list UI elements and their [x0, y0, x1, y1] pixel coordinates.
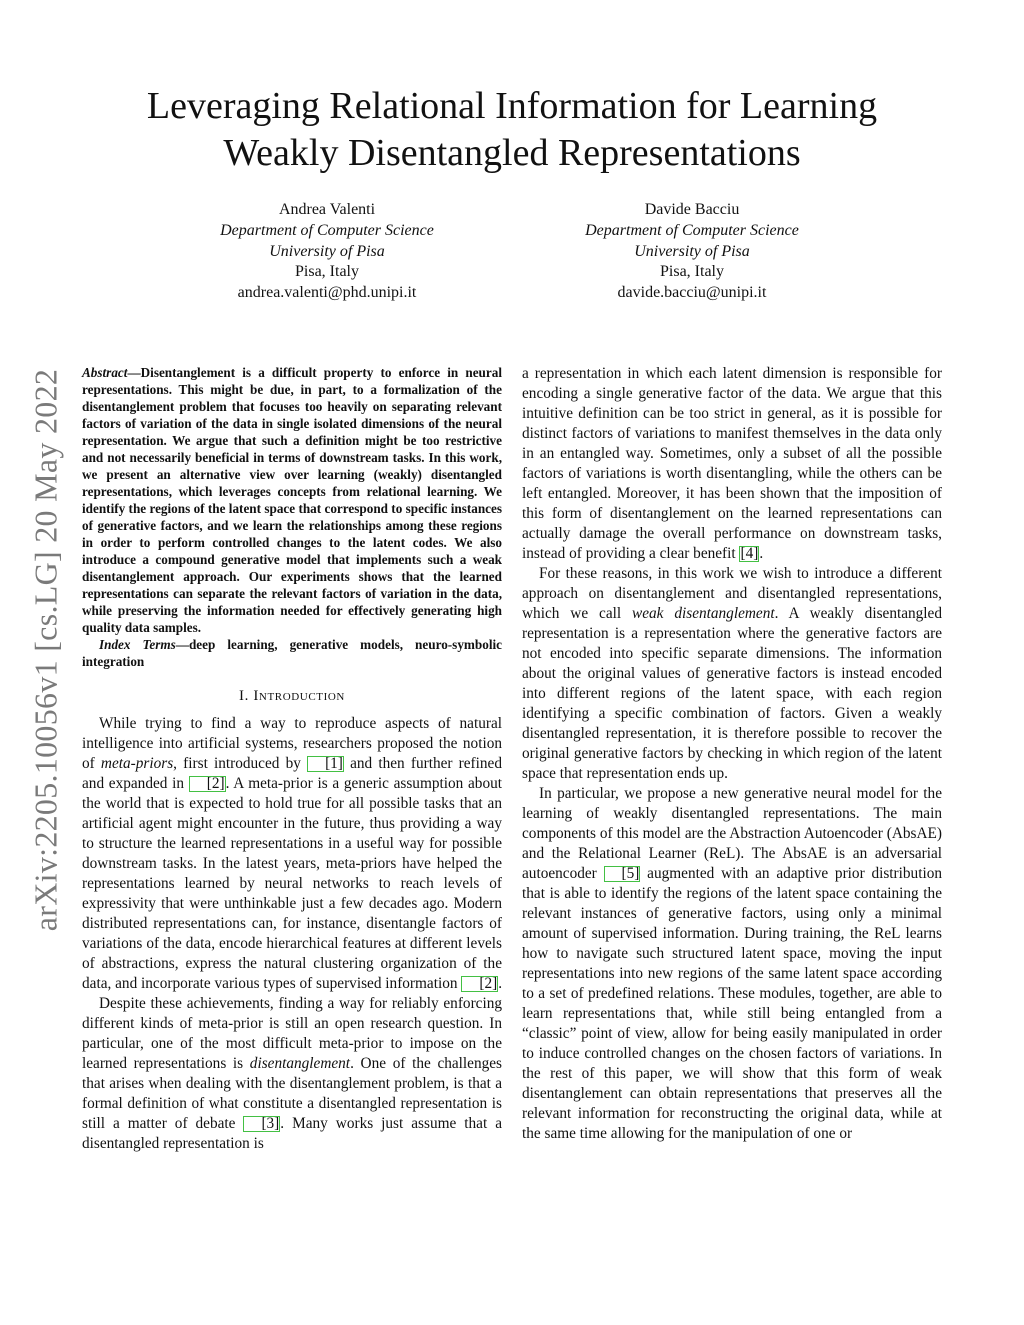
text-run: While trying to find a way to reproduce aspects of natural intelligence into artificial systems, researchers proposed the notion of: [82, 715, 502, 772]
index-terms: [82, 636, 502, 670]
emphasis: disentanglement: [249, 1055, 351, 1072]
author-department: Department of Computer Science: [220, 221, 434, 239]
section-heading: I. Introduction: [239, 688, 345, 704]
index-terms-text: —deep learning, generative models, neuro-symbolic integration: [82, 637, 503, 669]
author-name: Davide Bacciu: [644, 201, 740, 218]
citation-link[interactable]: [2]: [461, 976, 498, 992]
text-run: . A weakly disentangled representation is a representation where the generative factors are not encoded into specific separate dimensions. The information about the original values of generative factors is instead encoded into different regions of the latent space, with each region identifying a specific combination of factors. Given a weakly disentangled representation, it is therefore possible to recover the original generative factors by checking in which region of the latent space that representation ends up.: [522, 605, 942, 782]
author-block-1: [147, 200, 507, 304]
text-run: Despite these achievements, finding a way for reliably enforcing different kinds of meta-prior is still an open research question. In particular, one of the most difficult meta-prior to impose on the learned representations is: [82, 995, 502, 1072]
emphasis: meta-priors: [100, 755, 174, 772]
index-terms-lead: Index Terms: [99, 637, 176, 652]
author-name: Andrea Valenti: [278, 201, 376, 218]
text-run: a representation in which each latent dimension is responsible for encoding a single generative factor of the data. We argue that this intuitive definition can be too strict in general, as it is possible for distinct factors of variations to manifest themselves in the data only in an entangled way. Sometimes, only a subset of all the possible factors of variations is worth disentangling, while the others can be left entangled. Moreover, it has been shown that the imposition of this form of disentanglement on the learned representations can actually damage the overall performance on downstream tasks, instead of providing a clear benefit: [522, 365, 942, 562]
author-location: Pisa, Italy: [660, 263, 724, 281]
arxiv-id: arXiv:2205.10056v1 [cs.LG] 20 May 2022: [27, 368, 64, 932]
title-line-1: Leveraging Relational Information for Learning: [146, 85, 878, 127]
text-run: and then further refined and expanded in: [82, 755, 502, 792]
text-run: In particular, we propose a new generative neural model for the learning of weakly disentangled representations. The main components of this model are the Abstraction Autoencoder (AbsAE) and the Relational Learner (ReL). The AbsAE is an adversarial autoencoder: [522, 785, 942, 882]
text-run: . One of the challenges that arises when dealing with the disentanglement problem, is that a formal definition of what constitute a disentangled representation is still a matter of debate: [82, 1055, 503, 1132]
author-email: davide.bacciu@unipi.it: [617, 284, 767, 302]
text-run: , first introduced by: [173, 755, 308, 772]
author-email: andrea.valenti@phd.unipi.it: [237, 284, 417, 302]
left-column: [82, 364, 502, 1154]
text-run: . Many works just assume that a disentangled representation is: [82, 1115, 502, 1152]
text-run: augmented with an adaptive prior distribution that is able to identify the regions of the latent space containing the relevant instances of generative factors, using only a minimal amount of supervised information. During training, the ReL learns how to navigate such structured latent space, moving the input representations into new regions of the same latent space according to a set of predefined relations. These modules, together, are able to learn representations that, while still being entangled from a “classic” point of view, allow for being easily manipulated in order to induce controlled changes on the chosen factors of variations. In the rest of this paper, we will show that this form of weak disentanglement can obtain representations that preserves all the relevant information for reconstructing the original data, while at the same time allowing for the manipulation of one or: [522, 865, 942, 1142]
author-location: Pisa, Italy: [295, 263, 359, 281]
author-department: Department of Computer Science: [585, 221, 799, 239]
text-run: For these reasons, in this work we wish to introduce a different approach on disentanglement and disentangled representations, which we call: [522, 565, 942, 622]
author-block-2: [512, 200, 872, 304]
citation-link[interactable]: [2]: [189, 776, 226, 792]
paragraph: [82, 714, 502, 994]
paragraph: [522, 364, 942, 564]
text-run: . A meta-prior is a generic assumption about the world that is expected to hold true for all possible tasks that an artificial agent might encounter in the future, thus providing a way to structure the learned representations in a useful way for possible downstream tasks. In the latest years, meta-priors have helped the representations learned by neural networks to reach levels of expressivity that were unthinkable just a few decades ago. Modern distributed representations can, for instance, disentangle factors of variations of the data, encode hierarchical features at different levels of abstractions, express the natural clustering organization of the data, and incorporate various types of supervised information: [82, 775, 502, 992]
citation-link[interactable]: [3]: [243, 1116, 280, 1132]
right-column: [522, 364, 942, 1144]
text-run: .: [759, 545, 764, 562]
title-line-2: Weakly Disentangled Representations: [223, 132, 801, 174]
author-university: University of Pisa: [269, 242, 385, 260]
author-university: University of Pisa: [634, 242, 750, 260]
citation-link[interactable]: [5]: [604, 866, 641, 882]
paragraph: [82, 994, 502, 1154]
paragraph: [522, 564, 942, 784]
abstract: [82, 364, 502, 636]
abstract-text: —Disentanglement is a difficult property to enforce in neural representations. This might be due, in part, to a formalization of the disentanglement problem that focuses too heavily on separating relevant factors of variation of the data in single isolated dimensions of the neural representation. We argue that such a definition might be too restrictive and not necessarily beneficial in terms of downstream tasks. In this work, we present an alternative view over learning (weakly) disentangled representations, which leverages concepts from relational learning. We identify the regions of the latent space that correspond to specific instances of generative factors, and we learn the relationships among these regions in order to perform controlled changes to the latent codes. We also introduce a compound generative model that implements such a weak disentanglement approach. Our experiments shows that the learned representations can separate the relevant factors of variation in the data, while preserving the information needed for effectively generating high quality data samples.: [82, 365, 502, 635]
text-run: .: [498, 975, 503, 992]
emphasis: weak disentanglement: [632, 605, 775, 622]
paragraph: [522, 784, 942, 1144]
abstract-lead: Abstract: [82, 365, 128, 380]
citation-link[interactable]: [1]: [307, 756, 344, 772]
paper-title: [60, 83, 964, 177]
citation-link[interactable]: [4]: [740, 545, 759, 562]
